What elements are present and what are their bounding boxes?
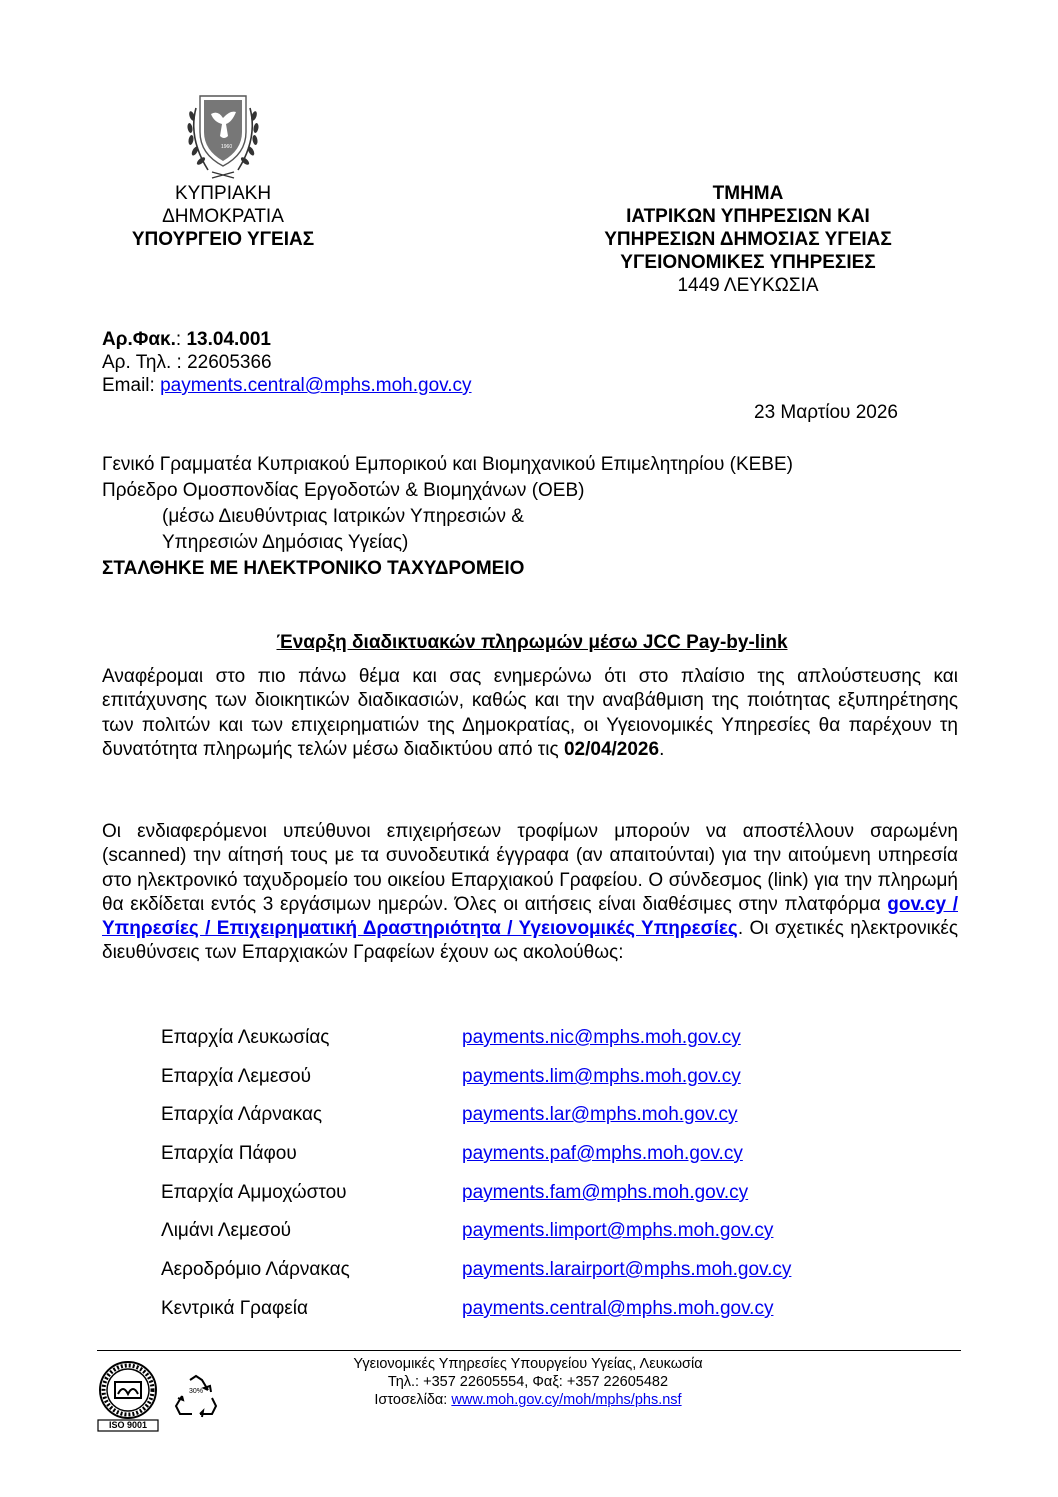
region-email-link[interactable]: payments.larairport@mphs.moh.gov.cy	[462, 1259, 792, 1280]
footer-text	[258, 1355, 798, 1409]
via-line-1: (μέσω Διευθύντριας Ιατρικών Υπηρεσιών &	[162, 506, 524, 527]
sent-notice: ΣΤΑΛΘΗΚΕ ΜΕ ΗΛΕΚΤΡΟΝΙΚΟ ΤΑΧΥΔΡΟΜΕΙΟ	[102, 558, 525, 579]
footer-contact: Τηλ.: +357 22605554, Φαξ: +357 22605482	[387, 1374, 669, 1390]
footer-divider	[97, 1350, 961, 1351]
dept-line-3: ΥΠΗΡΕΣΙΩΝ ΔΗΜΟΣΙΑΣ ΥΓΕΙΑΣ	[604, 229, 892, 250]
letter-date: 23 Μαρτίου 2026	[754, 402, 898, 423]
svg-text:1960: 1960	[221, 144, 233, 150]
region-email-link[interactable]: payments.lar@mphs.moh.gov.cy	[462, 1104, 738, 1125]
region-email-link[interactable]: payments.central@mphs.moh.gov.cy	[462, 1298, 774, 1319]
list-item	[161, 1182, 961, 1206]
region-email-link[interactable]: payments.paf@mphs.moh.gov.cy	[462, 1143, 743, 1164]
paragraph-2: Οι ενδιαφερόμενοι υπεύθυνοι επιχειρήσεων τροφίμων μπορούν να αποστέλλουν σαρωμένη (scanned) την αίτησή τους με τα συνοδευτικά έγγραφα (αν απαιτούνται) για την αιτούμενη υπηρεσία στο ηλεκτρονικό ταχυδρομείο του οικείου Επαρχιακού Γραφείου. Ο σύνδεσμος (link) για την πληρωμή θα εκδίδεται εντός 3 εργάσιμων ημερών. Όλες οι αιτήσεις είναι διαθέσιμες στην πλατφόρμα gov.cy / Υπηρεσίες / Επιχειρηματική Δραστηριότητα / Υγειονομικές Υπηρεσίες. Οι σχετικές ηλεκτρονικές διευθύνσεις των Επαρχιακών Γραφείων έχουν ως ακολούθως:	[102, 821, 959, 964]
region-name: Λιμάνι Λεμεσού	[161, 1220, 292, 1241]
region-name: Επαρχία Πάφου	[161, 1143, 297, 1164]
region-email-link[interactable]: payments.nic@mphs.moh.gov.cy	[462, 1027, 741, 1048]
list-item	[161, 1143, 961, 1167]
department-header	[548, 182, 948, 297]
phone-number: Αρ. Τηλ. : 22605366	[102, 352, 272, 373]
list-item	[161, 1104, 961, 1128]
coat-of-arms-icon	[178, 88, 268, 180]
recipient-1: Γενικό Γραμματέα Κυπριακού Εμπορικού και Βιομηχανικού Επιμελητηρίου (ΚΕΒΕ)	[102, 454, 793, 475]
subject-title: Έναρξη διαδικτυακών πληρωμών μέσω JCC Pay-by-link	[276, 632, 788, 653]
ministry-name: ΥΠΟΥΡΓΕΙΟ ΥΓΕΙΑΣ	[131, 229, 315, 250]
region-name: Κεντρικά Γραφεία	[161, 1298, 308, 1319]
region-email-link[interactable]: payments.limport@mphs.moh.gov.cy	[462, 1220, 774, 1241]
list-item	[161, 1298, 961, 1322]
country-line-1: ΚΥΠΡΙΑΚΗ	[174, 183, 272, 204]
recipients-block	[102, 452, 962, 582]
recycle-percent: 30%	[188, 1388, 203, 1395]
start-date: 02/04/2026	[563, 738, 660, 760]
file-number: Αρ.Φακ.: 13.04.001	[102, 329, 271, 350]
paragraph-1: Αναφέρομαι στο πιο πάνω θέμα και σας ενημερώνω ότι στο πλαίσιο της απλούστευσης και επιτάχυνσης των διοικητικών διαδικασιών, καθώς και την αναβάθμιση της ποιότητας εξυπηρέτησης των πολιτών και των επιχειρηματιών της Δημοκρατίας, οι Υγειονομικές Υπηρεσίες θα παρέχουν τη δυνατότητα πληρωμής τελών μέσω διαδικτύου από τις 02/04/2026.	[102, 666, 958, 760]
ministry-header	[108, 182, 338, 251]
reference-block	[102, 328, 702, 397]
region-email-link[interactable]: payments.fam@mphs.moh.gov.cy	[462, 1182, 749, 1203]
list-item	[161, 1259, 961, 1283]
footer-org: Υγειονομικές Υπηρεσίες Υπουργείου Υγείας, Λευκωσία	[353, 1356, 703, 1372]
iso-label: ISO 9001	[108, 1420, 148, 1430]
region-email-link[interactable]: payments.lim@mphs.moh.gov.cy	[462, 1066, 741, 1087]
reference-email-link[interactable]: payments.central@mphs.moh.gov.cy	[160, 375, 472, 396]
govcy-services-link[interactable]: gov.cy / Υπηρεσίες / Επιχειρηματική Δραστηριότητα / Υγειονομικές Υπηρεσίες	[102, 893, 958, 940]
dept-address: 1449 ΛΕΥΚΩΣΙΑ	[677, 275, 819, 296]
reference-email: Email: payments.central@mphs.moh.gov.cy	[102, 375, 472, 396]
iso-seal-icon	[97, 1360, 159, 1432]
list-item	[161, 1220, 961, 1244]
list-item	[161, 1027, 961, 1051]
dept-line-2: ΙΑΤΡΙΚΩΝ ΥΠΗΡΕΣΙΩΝ ΚΑΙ	[626, 206, 870, 227]
via-line-2: Υπηρεσιών Δημόσιας Υγείας)	[162, 532, 409, 553]
recycle-icon	[172, 1372, 220, 1420]
website-link[interactable]: www.moh.gov.cy/moh/mphs/phs.nsf	[451, 1392, 682, 1408]
dept-line-1: ΤΜΗΜΑ	[712, 183, 784, 204]
region-name: Επαρχία Λευκωσίας	[161, 1027, 330, 1048]
footer-website: Ιστοσελίδα: www.moh.gov.cy/moh/mphs/phs.nsf	[374, 1392, 682, 1408]
region-name: Επαρχία Λεμεσού	[161, 1066, 311, 1087]
dept-line-4: ΥΓΕΙΟΝΟΜΙΚΕΣ ΥΠΗΡΕΣΙΕΣ	[620, 252, 876, 273]
recipient-2: Πρόεδρο Ομοσπονδίας Εργοδοτών & Βιομηχάνων (ΟΕΒ)	[102, 480, 585, 501]
region-name: Επαρχία Αμμοχώστου	[161, 1182, 347, 1203]
country-line-2: ΔΗΜΟΚΡΑΤΙΑ	[162, 206, 284, 227]
list-item	[161, 1066, 961, 1090]
region-name: Αεροδρόμιο Λάρνακας	[161, 1259, 350, 1280]
region-name: Επαρχία Λάρνακας	[161, 1104, 323, 1125]
